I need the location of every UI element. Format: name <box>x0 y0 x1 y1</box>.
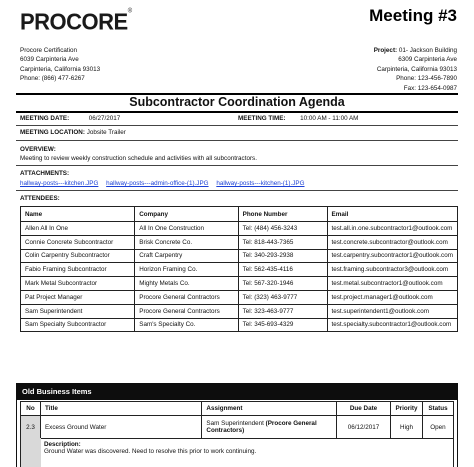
attendee-name: Colin Carpentry Subcontractor <box>21 249 135 263</box>
attendee-name: Fabio Framing Subcontractor <box>21 263 135 277</box>
attendee-phone: Tel: 567-320-1946 <box>238 277 327 291</box>
header-title: Title <box>40 402 201 416</box>
attachments-list <box>20 180 311 187</box>
table-row <box>21 318 458 332</box>
meeting-time-value: 10:00 AM - 11:00 AM <box>300 115 359 122</box>
project-info <box>374 46 457 93</box>
item-number: 2.3 <box>21 416 41 439</box>
attendee-name: Pat Project Manager <box>21 290 135 304</box>
item-assignee: Sam Superintendent <box>206 420 264 427</box>
item-status: Open <box>422 416 453 439</box>
attendee-email: test.all.in.one.subcontractor1@outlook.com <box>327 222 457 236</box>
item-assignee-company: (Procore General Contractors) <box>206 420 317 434</box>
header-phone: Phone Number <box>238 207 327 222</box>
table-row <box>21 249 458 263</box>
project-fax: Fax: 123-654-0987 <box>403 84 457 92</box>
attendees-label: ATTENDEES: <box>20 195 60 202</box>
procore-logo: PROCORE® <box>20 8 132 35</box>
attendee-name: Sam Superintendent <box>21 304 135 318</box>
attendees-table <box>20 206 458 332</box>
attendee-email: test.project.manager1@outlook.com <box>327 290 457 304</box>
attendee-email: test.framing.subcontractor3@outlook.com <box>327 263 457 277</box>
attendee-name: Connie Concrete Subcontractor <box>21 235 135 249</box>
old-business-header-row <box>21 402 454 416</box>
attendee-name: Sam Specialty Subcontractor <box>21 318 135 332</box>
attachments-label: ATTACHMENTS: <box>20 170 70 177</box>
table-row <box>21 304 458 318</box>
attendee-phone: Tel: 345-693-4329 <box>238 318 327 332</box>
meeting-location-label: MEETING LOCATION: <box>20 129 85 136</box>
meeting-number-title: Meeting #3 <box>369 6 457 25</box>
attendee-name: Mark Metal Subcontractor <box>21 277 135 291</box>
attendee-email: test.specialty.subcontractor1@outlook.com <box>327 318 457 332</box>
attendee-company: Procore General Contractors <box>135 290 238 304</box>
company-info <box>20 46 100 84</box>
divider-location <box>16 140 458 141</box>
company-address-line2: Carpinteria, California 93013 <box>20 65 101 73</box>
table-row <box>21 277 458 291</box>
attendee-phone: Tel: 323-463-9777 <box>238 304 327 318</box>
header-assignment: Assignment <box>202 402 337 416</box>
meeting-date-value: 06/27/2017 <box>88 115 121 122</box>
attendee-company: All In One Construction <box>135 222 238 236</box>
table-row <box>21 222 458 236</box>
header-company: Company <box>135 207 238 222</box>
company-name: Procore Certification <box>20 47 78 54</box>
item-title: Excess Ground Water <box>40 416 201 439</box>
attendee-name: Allen All In One <box>21 222 135 236</box>
item-due-date: 06/12/2017 <box>337 416 391 439</box>
attendee-company: Horizon Framing Co. <box>135 263 238 277</box>
attendee-company: Brisk Concrete Co. <box>135 235 238 249</box>
meeting-date-row <box>20 115 120 122</box>
attendee-email: test.superintendent1@outlook.com <box>327 304 457 318</box>
attachment-link-2[interactable]: hallway-posts---admin-office-(1).JPG <box>106 180 209 187</box>
meeting-time-label: MEETING TIME: <box>238 115 286 122</box>
item-assignment <box>202 416 337 439</box>
company-phone: Phone: (866) 477-6267 <box>20 75 85 83</box>
attendees-header-row <box>21 207 458 222</box>
attendee-company: Craft Carpentry <box>135 249 238 263</box>
project-label: Project: <box>373 47 398 54</box>
header-email: Email <box>327 207 457 222</box>
header-due-date: Due Date <box>337 402 391 416</box>
old-business-table <box>20 401 454 439</box>
divider-overview <box>16 165 458 166</box>
attendee-email: test.concrete.subcontractor@outlook.com <box>327 235 457 249</box>
project-address-line1: 6309 Carpinteria Ave <box>398 56 457 64</box>
project-name: 01- Jackson Building <box>398 47 457 54</box>
header-status: Status <box>422 402 453 416</box>
attendee-phone: Tel: 562-435-4116 <box>238 263 327 277</box>
table-row <box>21 290 458 304</box>
attendee-company: Procore General Contractors <box>135 304 238 318</box>
description-label: Description: <box>44 441 81 448</box>
header-priority: Priority <box>391 402 423 416</box>
attendee-email: test.carpentry.subcontractor1@outlook.com <box>327 249 457 263</box>
item-priority: High <box>391 416 423 439</box>
attendee-phone: Tel: (484) 456-3243 <box>238 222 327 236</box>
project-address-line2: Carpinteria, California 93013 <box>376 65 457 73</box>
old-business-title: Old Business Items <box>16 383 458 400</box>
table-row <box>21 263 458 277</box>
attachment-link-3[interactable]: hallway-posts---kitchen-(1).JPG <box>216 180 305 187</box>
overview-text: Meeting to review weekly construction schedule and activities with all subcontractors. <box>20 155 257 162</box>
attendee-phone: Tel: 340-293-2938 <box>238 249 327 263</box>
attendee-company: Mighty Metals Co. <box>135 277 238 291</box>
divider-under-title <box>16 111 458 113</box>
table-row <box>21 416 454 439</box>
meeting-time-row <box>238 115 358 122</box>
project-phone: Phone: 123-456-7890 <box>396 75 457 83</box>
header-name: Name <box>21 207 135 222</box>
overview-label: OVERVIEW: <box>20 146 56 153</box>
divider-attachments <box>16 190 458 191</box>
attachment-link-1[interactable]: hallway-posts---kitchen.JPG <box>20 180 99 187</box>
agenda-title: Subcontractor Coordination Agenda <box>129 95 345 109</box>
meeting-location-value: Jobsite Trailer <box>86 129 126 136</box>
meeting-location-row <box>20 129 126 136</box>
header-no: No <box>21 402 41 416</box>
company-address-line1: 6039 Carpinteria Ave <box>20 56 79 64</box>
item-description-box <box>20 438 454 467</box>
attendee-phone: Tel: (323) 463-9777 <box>238 290 327 304</box>
description-text: Ground Water was discovered. Need to resolve this prior to work continuing. <box>44 448 257 455</box>
attendee-phone: Tel: 818-443-7365 <box>238 235 327 249</box>
attendee-company: Sam's Specialty Co. <box>135 318 238 332</box>
description-gutter <box>21 438 41 467</box>
table-row <box>21 235 458 249</box>
meeting-date-label: MEETING DATE: <box>20 115 70 122</box>
divider-date <box>16 125 458 126</box>
attendee-email: test.metal.subcontractor1@outlook.com <box>327 277 457 291</box>
